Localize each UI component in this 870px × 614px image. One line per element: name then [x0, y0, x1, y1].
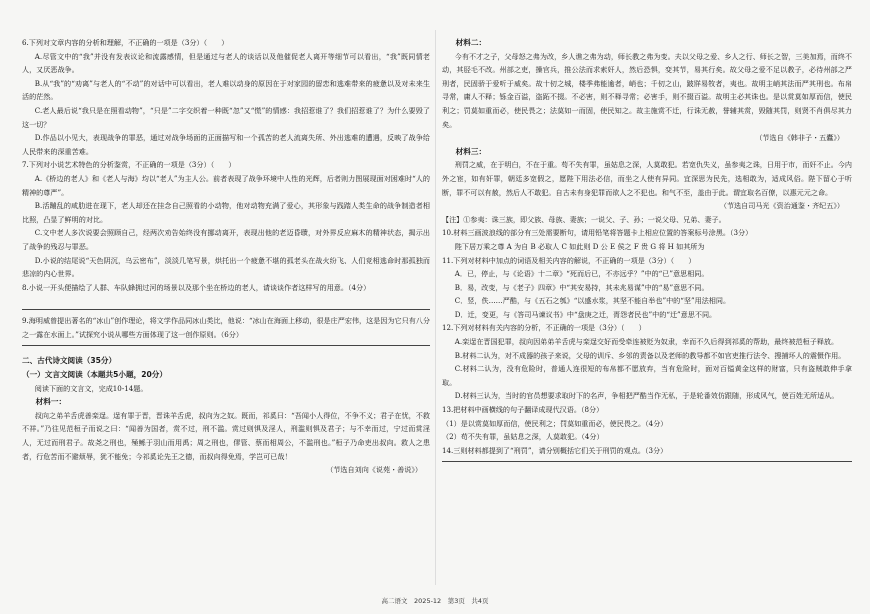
q11-stem: 11.下列对材料中加点的词语及相关内容的解说，不正确的一项是（3分）（ ）	[442, 255, 696, 265]
section-heading: 二、古代诗文阅读（35分）	[22, 356, 117, 366]
q11-option-c: C．竖，佚……严酷，与《五石之瓠》“以盛水浆，其坚不能自举也”中的“坚”用法相同。	[454, 296, 731, 306]
q12-option-c: C.材料二认为，没有危险时，普通人连很短的布帛都不愿放弃，当有危险时，面对百镒黄金这样的财富，只有盗贼敢伸手拿取。	[442, 364, 852, 387]
material-3-text: 刑罚之威，在于明白，不在于重。苟不失有罪，虽姑息之深，人莫敢犯。若宽仇失义，虽参夷之诛，日用于市，而奸不止。今内外之宦，如有奸罪，朝廷多宽假之，愿陛下用法必信，而坐之人使有异同。宜深思为民先，选相敢为，适成风俗。陛下留心于听断，罪不可以有赦，然后人不敢犯。自古未有身犯罪而欲人之不犯也。和气不至，盖由于此。谓宜取名百僚，以惠元元之命。	[442, 160, 853, 197]
q7-option-a: A.《桥边的老人》和《老人与海》均以“老人”为主人公。前者表现了战争环境中人性的光辉，后者则力图展现面对困难时“人的精神的尊严”。	[22, 173, 430, 197]
q7-stem: 7.下列对小说艺术特色的分析鉴赏，不正确的一项是（3分）（ ）	[22, 160, 236, 170]
answer-rule	[442, 461, 852, 462]
q7-option-c: C.文中老人多次说要会照顾自己，经两次劝告始终没有挪动离开，表现出他的老迈昏聩，对外界反应麻木的精神状态，揭示出了战争的残忍与罪恶。	[22, 228, 430, 251]
q12-stem: 12.下列对材料有关内容的分析，不正确的一项是（3分）（ ）	[442, 323, 646, 333]
q13-item-1: （1）是以赏莫如厚而信，使民利之；罚莫如重而必，使民畏之。（4分）	[442, 418, 668, 428]
q10-stem: 10.材料三画波浪线的部分有三处需要断句，请用铅笔将答题卡上相应位置的答案标号涂黑。（3分）	[442, 228, 753, 238]
q11-option-a: A．已，停止，与《论语》十二章》“死而后已，不亦远乎？”中的“已”意思相同。	[454, 269, 709, 279]
q6-stem: 6.下列对文章内容的分析和理解，不正确的一项是（3分）（ ）	[22, 38, 229, 47]
material-1-title: 材料一：	[35, 397, 67, 407]
page-footer: 高二语文 2025-12 第3页 共4页	[381, 597, 489, 605]
q9-stem: 9.海明威曾提出著名的“冰山”创作理论，将文学作品同冰山类比，他说：“冰山在海面上移动，很是庄严宏伟，这是因为它只有八分之一露在水面上。”试探究小说从哪些方面体现了这一创作原则。（6分）	[22, 316, 430, 339]
q6-option-c: C.老人最后说“我只是在照看动物”，“只是”二字交织着一种既“忽”又“慌”的情感：我招惹谁了？我们招惹谁了？为什么要毁了这一切？	[22, 105, 430, 129]
q11-option-d: D．迁，变更，与《答司马谏议书》中“盘庚之迁，胥怨者民也”中的“迁”意思不同。	[454, 309, 717, 319]
q6-option-b: B.从“我”的“劝离”与老人的“不动”的对话中可以看出，老人难以动身的原因在于对家园的留恋和逃难带来的疲惫以及对未来生活的茫然。	[22, 78, 430, 102]
q6-option-a: A.尽管文中的“我”并没有发表议论和流露感情，但是通过与老人的谈话以及他催促老人离开等细节可以看出，“我”既同情老人，又厌恶战争。	[22, 51, 430, 75]
column-divider	[435, 30, 436, 585]
material-2-title: 材料二：	[455, 38, 487, 47]
material-3-title: 材料三：	[455, 146, 487, 156]
q7-option-d: D.小说的结尾说“天色阴沉，乌云密布”，淡淡几笔写景，烘托出一个疲惫不堪的孤老头在战火纷飞、人们竞相逃命时那孤独而悲凉的内心世界。	[22, 255, 430, 279]
reading-instruction: 阅读下面的文言文，完成10-14题。	[34, 383, 148, 393]
subsection-heading: （一）文言文阅读（本题共5小题，20分）	[22, 370, 167, 380]
annotation-note: 【注】①参夷：诛三族，即父族、母族、妻族；一说父、子、孙；一说父母、兄弟、妻子。	[442, 214, 726, 224]
q7-option-b: B.活蹦乱的咸肋进在现下，老人却还在挂念自己照看的小动物，他对动物充满了爱心，其形象与践踏人类生命的战争制造者相比照，凸显了鲜明的对比。	[22, 201, 430, 224]
material-1-text: 叔向之弟羊舌虎善栾逞。逞有罪于晋，晋诛羊舌虎，叔向为之奴。既而，祁奚曰：“吾闻小人得位，不争不义；君子在忧，不救不祥。”乃往见范桓子而说之曰：“闻善为国者，赏不过，刑不滥。赏过则惧及淫人，刑滥则惧及君子；与不幸而过，宁过而赏淫人，无过而刑君子。故尧之刑也，殛鲧于羽山而用禹；周之刑也，僇管、蔡而相周公，不滥刑也。”桓子乃命吏出叔向。救人之患者，行危苦而不避烦辱，犹不能免；今祁奚论先王之德，而叔向得免焉，学岂可已哉！	[22, 410, 430, 461]
q10-sentence: 陛下居万乘之尊 A 为自 B 必取人 C 如此则 D 公 E 侯之 F 贵 G 将 H 如其所为	[454, 241, 705, 251]
q6-option-d: D.作品以小见大，表现战争的罪恶，通过对战争场面的正面描写和一个孤苦的老人流离失所、外出逃难的遭遇，反映了战争给人民带来的深重苦难。	[22, 133, 430, 156]
left-column	[22, 36, 430, 477]
answer-rule	[22, 345, 430, 346]
answer-rule	[22, 309, 430, 310]
q12-option-d: D.材料三认为，当时的官员想要求取时下的名声，争相把严酷当作无私，于是轮番效仿跟随，形成风气，使百姓无所适从。	[454, 391, 839, 401]
q11-option-b: B．易，改变，与《老子》四章》中“其安易持，其未兆易谋”中的“易”意思不同。	[454, 282, 709, 292]
q12-option-a: A.栾逞在晋国犯罪，叔向因弟弟羊舌虎与栾逞交好而受牵连被贬为奴隶，幸而不久后得到祁奚的帮助，最终被范桓子释放。	[454, 337, 839, 347]
q8-stem: 8.小说一开头便描绘了人群、车队蜂拥过河的场景以及那个坐在桥边的老人，请谈谈作者这样写的用意。（4分）	[22, 282, 371, 292]
right-column	[442, 36, 852, 464]
material-1-source: （节选自刘向《说苑・善说》）	[326, 465, 422, 475]
q13-stem: 13.把材料中画横线的句子翻译成现代汉语。（8分）	[442, 405, 604, 415]
material-3-source: （节选自司马光《资治通鉴・齐纪五》）	[719, 201, 844, 211]
q12-option-b: B.材料二认为，对不成器的孩子来说，父母的训斥、乡邻的责备以及老师的教导都不如官吏推行法令、搜捕坏人的震慑作用。	[454, 350, 846, 360]
q13-item-2: （2）苟不失有罪，虽姑息之深，人莫敢犯。（4分）	[442, 432, 604, 442]
q8-answer-space	[22, 294, 430, 305]
material-2-text: 今有不才之子，父母怒之弗为改，乡人谯之弗为动，师长教之弗为变。夫以父母之爱、乡人之行、师长之智，三美加焉，而终不动，其胫毛不改。州部之吏，操官兵，推公法而求索奸人，然后恐惧，变其节，易其行矣。故父母之爱不足以教子，必待州部之严刑者，民固骄于爱听于威矣。故十仞之城，楼季弗能逾者，峭也；千仞之山，跛牂易牧者，夷也。故明主峭其法而严其刑也。布帛寻常，庸人不释；铄金百溢，盗跖不掇。不必害，则不释寻常；必害手，则不掇百溢。故明主必其诛也。是以赏莫如厚而信，使民利之；罚莫如重而必，使民畏之；法莫如一而固，使民知之。故主施赏不迁，行诛无赦，誉辅其赏，毁随其罚，则贤不肖俱尽其力矣。	[442, 51, 853, 129]
q14-stem: 14.三则材料都提到了“刑罚”，请分别概括它们关于刑罚的观点。（3分）	[442, 445, 668, 455]
material-2-source: （节选自《韩非子・五蠹》）	[755, 133, 844, 143]
